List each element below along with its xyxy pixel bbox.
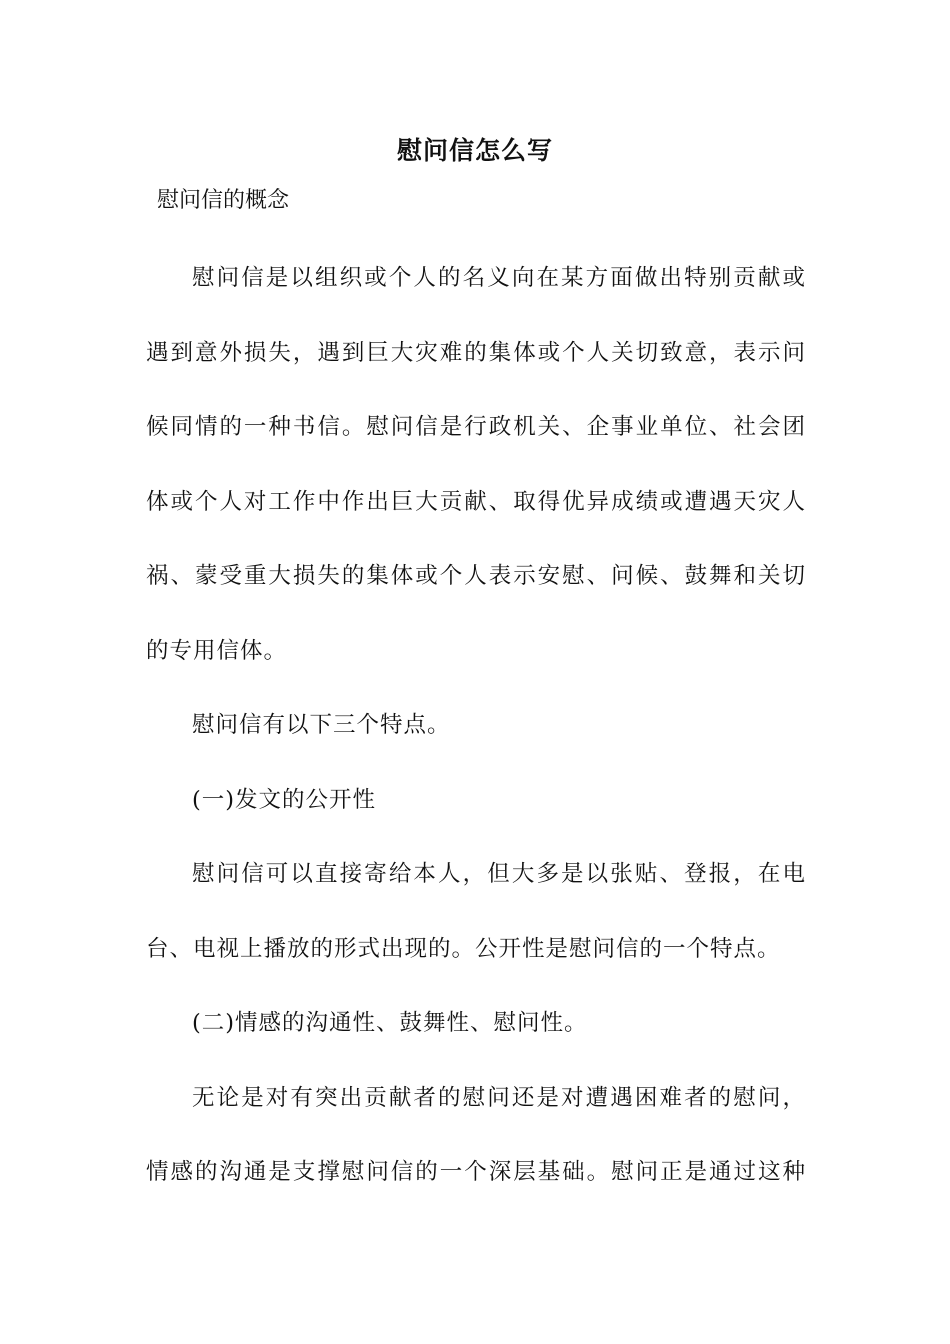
paragraph-line: (一)发文的公开性 (192, 786, 377, 813)
paragraph-line: 候同情的一种书信。慰问信是行政机关、企事业单位、社会团 (146, 414, 806, 440)
paragraph-line: 慰问信有以下三个特点。 (192, 712, 451, 738)
paragraph-line: 慰问信可以直接寄给本人，但大多是以张贴、登报，在电 (192, 861, 806, 887)
paragraph-line: 遇到意外损失，遇到巨大灾难的集体或个人关切致意，表示问 (146, 339, 806, 366)
section-heading: 慰问信的概念 (157, 188, 290, 213)
paragraph-line: 的专用信体。 (146, 637, 288, 664)
paragraph-line: (二)情感的沟通性、鼓舞性、慰问性。 (192, 1010, 588, 1036)
paragraph-line: 慰问信是以组织或个人的名义向在某方面做出特别贡献或 (192, 265, 806, 291)
paragraph-line: 情感的沟通是支撑慰问信的一个深层基础。慰问正是通过这种 (146, 1159, 806, 1185)
paragraph-line: 无论是对有突出贡献者的慰问还是对遭遇困难者的慰问， (192, 1084, 806, 1111)
paragraph-line: 祸、蒙受重大损失的集体或个人表示安慰、问候、鼓舞和关切 (146, 563, 806, 589)
document-body (146, 258, 806, 1227)
paragraph-line: 体或个人对工作中作出巨大贡献、取得优异成绩或遭遇天灾人 (146, 488, 806, 515)
document-title: 慰问信怎么写 (396, 136, 553, 165)
paragraph-line: 台、电视上播放的形式出现的。公开性是慰问信的一个特点。 (146, 935, 781, 962)
